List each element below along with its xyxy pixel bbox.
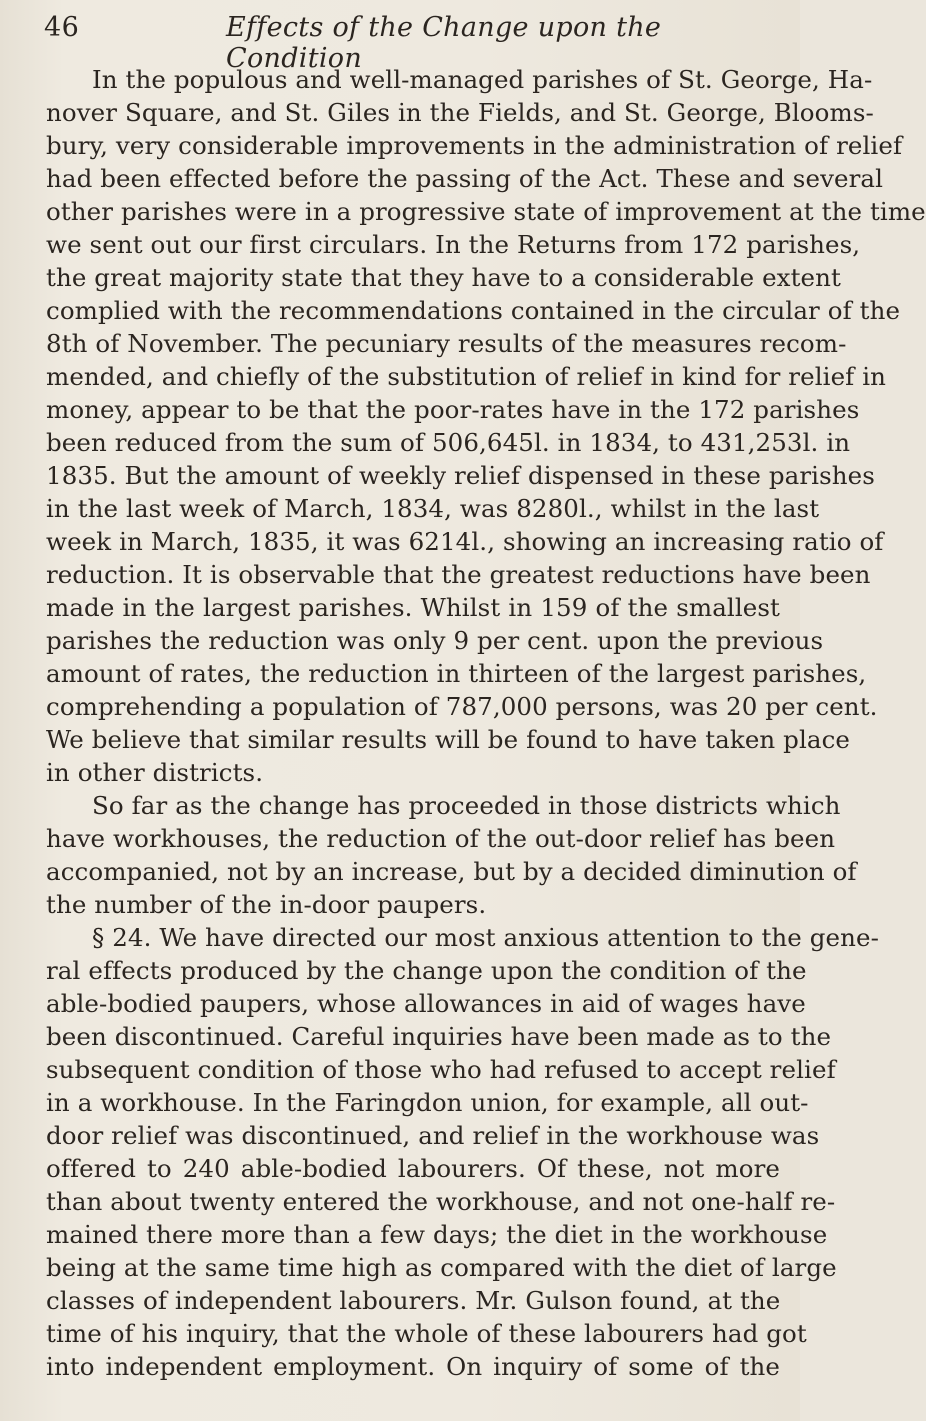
text-line: than about twenty entered the workhouse, and not one-half re- xyxy=(46,1187,836,1216)
text-line: classes of independent labourers. Mr. Gulson found, at the xyxy=(46,1286,781,1315)
text-line: made in the largest parishes. Whilst in 159 of the smallest xyxy=(46,593,780,622)
text-line: in a workhouse. In the Faringdon union, for example, all out- xyxy=(46,1088,809,1117)
text-line: had been effected before the passing of the Act. These and several xyxy=(46,164,884,193)
text-line: in the last week of March, 1834, was 8280l., whilst in the last xyxy=(46,494,820,523)
text-line: complied with the recommendations contained in the circular of the xyxy=(46,296,901,325)
text-line: been discontinued. Careful inquiries have been made as to the xyxy=(46,1022,832,1051)
text-line: parishes the reduction was only 9 per cent. upon the previous xyxy=(46,626,824,655)
text-line: comprehending a population of 787,000 persons, was 20 per cent. xyxy=(46,692,878,721)
text-line: subsequent condition of those who had refused to accept relief xyxy=(46,1055,836,1084)
text-line: have workhouses, the reduction of the out-door relief has been xyxy=(46,824,836,853)
text-line: § 24. We have directed our most anxious attention to the gene- xyxy=(92,923,879,952)
text-line: the great majority state that they have to a considerable extent xyxy=(46,263,841,292)
text-line: the number of the in-door paupers. xyxy=(46,890,487,919)
text-line: accompanied, not by an increase, but by a decided diminution of xyxy=(46,857,857,886)
text-line: We believe that similar results will be found to have taken place xyxy=(46,725,851,754)
text-line: In the populous and well-managed parishes of St. George, Ha- xyxy=(92,65,873,94)
text-line: in other districts. xyxy=(46,758,264,787)
text-line: into independent employment. On inquiry of some of the xyxy=(46,1352,780,1381)
text-line: 1835. But the amount of weekly relief dispensed in these parishes xyxy=(46,461,875,490)
text-line: being at the same time high as compared with the diet of large xyxy=(46,1253,837,1282)
text-line: door relief was discontinued, and relief in the workhouse was xyxy=(46,1121,820,1150)
text-line: money, appear to be that the poor-rates have in the 172 parishes xyxy=(46,395,860,424)
text-line: mended, and chiefly of the substitution of relief in kind for relief in xyxy=(46,362,887,391)
text-line: reduction. It is observable that the greatest reductions have been xyxy=(46,560,871,589)
text-line: bury, very considerable improvements in the administration of relief xyxy=(46,131,903,160)
page-header xyxy=(44,8,764,74)
text-line: 8th of November. The pecuniary results of the measures recom- xyxy=(46,329,847,358)
text-line: been reduced from the sum of 506,645l. in 1834, to 431,253l. in xyxy=(46,428,851,457)
text-line: other parishes were in a progressive state of improvement at the time xyxy=(46,197,926,226)
text-line: ral effects produced by the change upon the condition of the xyxy=(46,956,807,985)
text-line: mained there more than a few days; the diet in the workhouse xyxy=(46,1220,828,1249)
text-line: time of his inquiry, that the whole of these labourers had got xyxy=(46,1319,807,1348)
text-line: we sent out our first circulars. In the Returns from 172 parishes, xyxy=(46,230,861,259)
text-line: So far as the change has proceeded in those districts which xyxy=(92,791,841,820)
text-line: nover Square, and St. Giles in the Fields, and St. George, Blooms- xyxy=(46,98,874,127)
running-head: Effects of the Change upon the Condition xyxy=(226,12,662,74)
text-line: week in March, 1835, it was 6214l., showing an increasing ratio of xyxy=(46,527,884,556)
text-line: amount of rates, the reduction in thirteen of the largest parishes, xyxy=(46,659,867,688)
page-number: 46 xyxy=(44,12,80,43)
text-line: offered to 240 able-bodied labourers. Of these, not more xyxy=(46,1154,780,1183)
text-line: able-bodied paupers, whose allowances in aid of wages have xyxy=(46,989,806,1018)
